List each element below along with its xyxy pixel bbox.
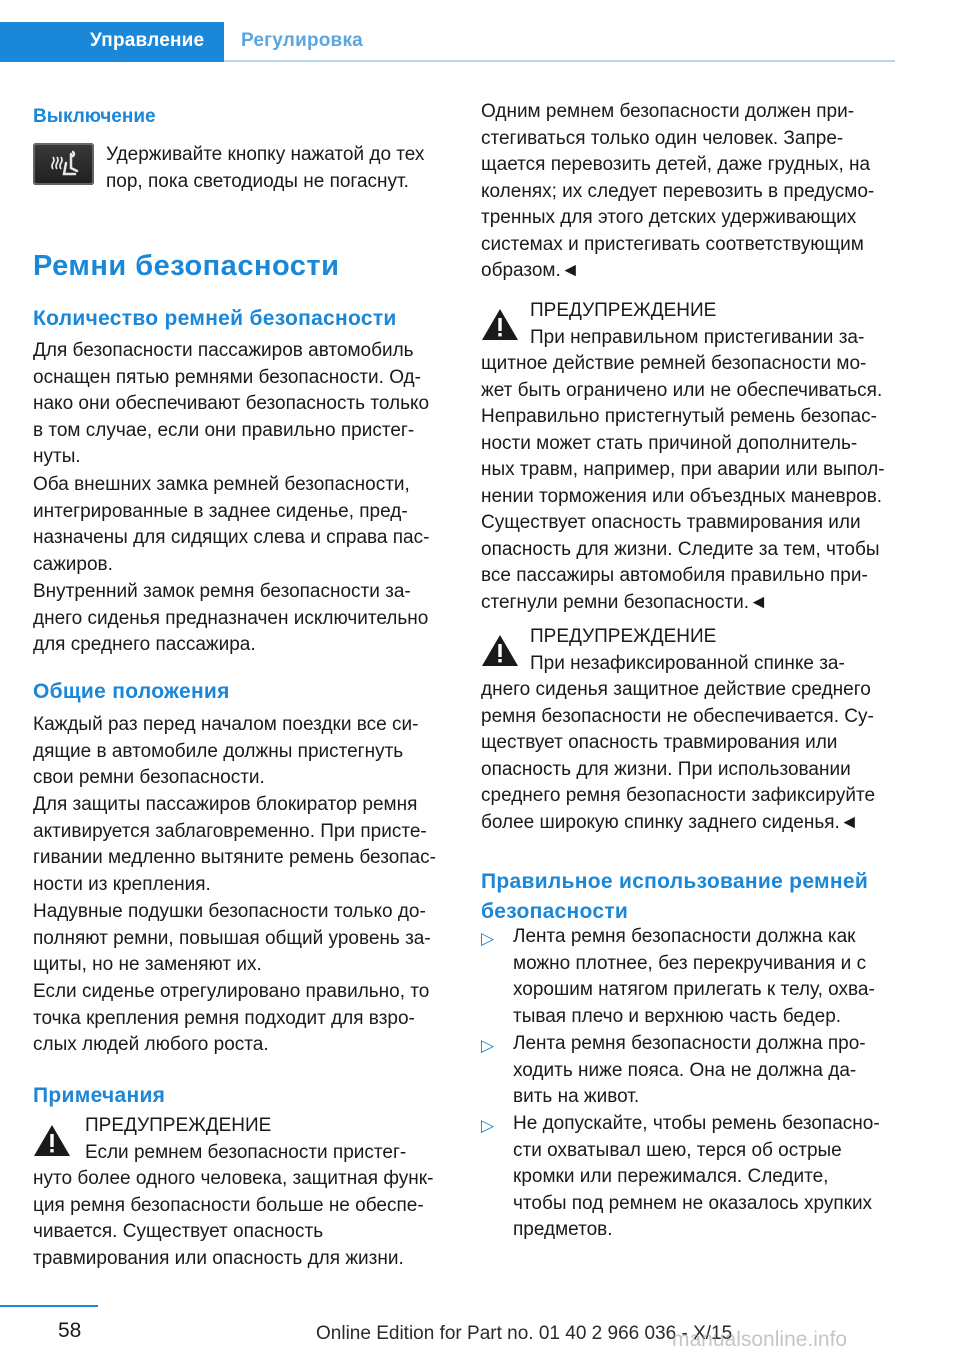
text-line: сти охватывал шею, терся об острые [513, 1139, 842, 1161]
tab-controls-label: Управление [90, 30, 205, 51]
text-line: образом.◄ [481, 260, 580, 281]
paragraph [33, 338, 429, 471]
text-line: полняют ремни, повышая общий уровень за‐ [33, 927, 431, 949]
text-line: хорошим натягом прилегать к телу, охва‐ [513, 979, 875, 1000]
text-line: все пассажиры автомобиля правильно при‐ [481, 565, 868, 586]
warning-label: ПРЕДУПРЕЖДЕНИЕ [530, 626, 717, 647]
text-line: чтобы под ремнем не оказалось хрупких [513, 1192, 873, 1214]
text-line: сажиров. [33, 553, 113, 575]
text-line: Внутренний замок ремня безопасности за‐ [33, 581, 411, 602]
header-tabs [0, 22, 895, 62]
warning-block [481, 298, 901, 616]
page-number: 58 [58, 1319, 82, 1342]
text-line: назначены для сидящих слева и справа пас‐ [33, 527, 430, 548]
text-line: опасность для жизни. При использовании [481, 758, 851, 780]
footer-divider [0, 1305, 98, 1307]
general-heading: Общие положения [33, 680, 230, 703]
text-line: Неправильно пристегнутый ремень безопас‐ [481, 406, 877, 427]
text-line: в том случае, если они правильно пристег‐ [33, 419, 415, 441]
text-line: дящие в автомобиле должны пристегнуть [33, 740, 404, 762]
text-line: Лента ремня безопасности должна как [513, 926, 856, 947]
paragraph [33, 979, 429, 1059]
text-line: пор, пока светодиоды не погаснут. [106, 170, 409, 192]
text-line: ходить ниже пояса. Она не должна да‐ [513, 1059, 857, 1081]
text-line: стегиваться только один человек. Запре‐ [481, 127, 844, 149]
off-heading: Выключение [33, 106, 156, 127]
text-line: активируется заблаговременно. При присте‐ [33, 820, 427, 842]
paragraph [481, 99, 874, 285]
text-line: Удерживайте кнопку нажатой до тех [106, 144, 425, 165]
text-line: тывая плечо и верхнюю часть бедер. [513, 1005, 842, 1027]
paragraph [33, 792, 436, 898]
section-title: Ремни безопасности [33, 250, 340, 282]
warning-label: ПРЕДУПРЕЖДЕНИЕ [85, 1115, 272, 1136]
text-line: Оба внешних замка ремней безопасности, [33, 474, 410, 495]
text-line: жет быть ограничено или не обеспечиваться. [481, 379, 883, 401]
text-line: Для защиты пассажиров блокиратор ремня [33, 794, 418, 815]
header-divider [224, 60, 895, 62]
warning-label: ПРЕДУПРЕЖДЕНИЕ [530, 300, 717, 321]
text-line: ремня безопасности не обеспечивается. Су‐ [481, 705, 874, 727]
text-line: предметов. [513, 1219, 613, 1240]
text-line: свои ремни безопасности. [33, 767, 265, 788]
footer-edition: Online Edition for Part no. 01 40 2 966 036 - X/15 [316, 1323, 733, 1344]
text-line: Не допускайте, чтобы ремень безопасно‐ [513, 1113, 880, 1134]
text-line: нако они обеспечивают безопасность только [33, 393, 430, 414]
text-line: нуто более одного человека, защитная функ‐ [33, 1168, 434, 1189]
text-line: коленях; их следует перевозить в предусмо‐ [481, 180, 875, 202]
usage-heading [481, 867, 868, 927]
text-line: ности может стать причиной дополнитель‐ [481, 432, 858, 454]
list-item [513, 924, 875, 1030]
text-line: ществует опасность травмирования или [481, 732, 838, 753]
text-line: опасность для жизни. Следите за тем, чтобы [481, 538, 880, 560]
text-line: Для безопасности пассажиров автомобиль [33, 340, 414, 361]
text-line: тренных для этого детских удерживающих [481, 207, 857, 228]
warning-block [33, 1113, 453, 1272]
text-line: чивается. Существует опасность [33, 1221, 324, 1242]
list-item [513, 1111, 880, 1244]
text-line: Лента ремня безопасности должна про‐ [513, 1033, 866, 1054]
paragraph [33, 579, 428, 659]
text-line: нуты. [33, 446, 81, 467]
text-line: для среднего пассажира. [33, 634, 256, 655]
text-line: среднего ремня безопасности зафиксируйте [481, 785, 876, 806]
text-line: ция ремня безопасности больше не обеспе‐ [33, 1194, 424, 1216]
text-line: щитное действие ремней безопасности мо‐ [481, 353, 867, 374]
text-line: ных травм, например, при аварии или выпол‐ [481, 459, 885, 480]
text-line: точка крепления ремня подходит для взро‐ [33, 1007, 415, 1029]
watermark: manualsonline.info [672, 1328, 848, 1351]
text-line: ности из крепления. [33, 873, 211, 895]
text-line: Каждый раз перед началом поездки все си‐ [33, 714, 419, 735]
text-line: более широкую спинку заднего сиденья.◄ [481, 811, 859, 833]
paragraph [33, 899, 431, 979]
triangle-bullet-icon: ▷ [481, 1116, 495, 1135]
tab-controls[interactable] [0, 22, 224, 62]
paragraph [33, 472, 429, 578]
text-line: нении торможения или объездных маневров. [481, 485, 883, 507]
text-line: интегрированные в заднее сиденье, пред‐ [33, 500, 408, 522]
text-line: При незафиксированной спинке за‐ [530, 652, 845, 674]
text-line: травмирования или опасность для жизни. [33, 1247, 404, 1269]
paragraph [33, 712, 418, 792]
heading-line: безопасности [481, 900, 629, 923]
text-line: щиты, но не заменяют их. [33, 954, 262, 975]
text-line: стегнули ремни безопасности.◄ [481, 591, 768, 613]
tab-adjustment-label: Регулировка [241, 30, 363, 51]
text-line: Если сиденье отрегулировано правильно, то [33, 981, 430, 1002]
warning-block [481, 624, 901, 836]
text-line: Надувные подушки безопасности только до‐ [33, 901, 426, 922]
text-line: слых людей любого роста. [33, 1034, 269, 1055]
text-line: щается перевозить детей, даже грудных, на [481, 154, 871, 175]
triangle-bullet-icon: ▷ [481, 1036, 495, 1055]
notes-heading: Примечания [33, 1084, 166, 1107]
text-line: гивании медленно вытяните ремень безопас‐ [33, 847, 436, 868]
text-line: системах и пристегивать соответствующим [481, 233, 864, 255]
text-line: При неправильном пристегивании за‐ [530, 326, 865, 348]
list-item [513, 1031, 866, 1111]
text-line: вить на живот. [513, 1086, 640, 1107]
text-line: днего сиденья предназначен исключительно [33, 607, 429, 629]
text-line: днего сиденья защитное действие среднего [481, 679, 871, 700]
seat-heating-icon [33, 143, 94, 185]
triangle-bullet-icon: ▷ [481, 929, 495, 948]
text-line: можно плотнее, без перекручивания и с [513, 952, 867, 974]
heading-line: Правильное использование ремней [481, 870, 869, 893]
text-line: оснащен пятью ремнями безопасности. Од‐ [33, 366, 421, 388]
text-line: Если ремнем безопасности пристег‐ [85, 1141, 407, 1163]
off-text [106, 142, 424, 195]
count-heading: Количество ремней безопасности [33, 307, 397, 330]
text-line: кромки или пережимался. Следите, [513, 1166, 829, 1187]
text-line: Одним ремнем безопасности должен при‐ [481, 101, 855, 122]
text-line: Существует опасность травмирования или [481, 512, 861, 533]
